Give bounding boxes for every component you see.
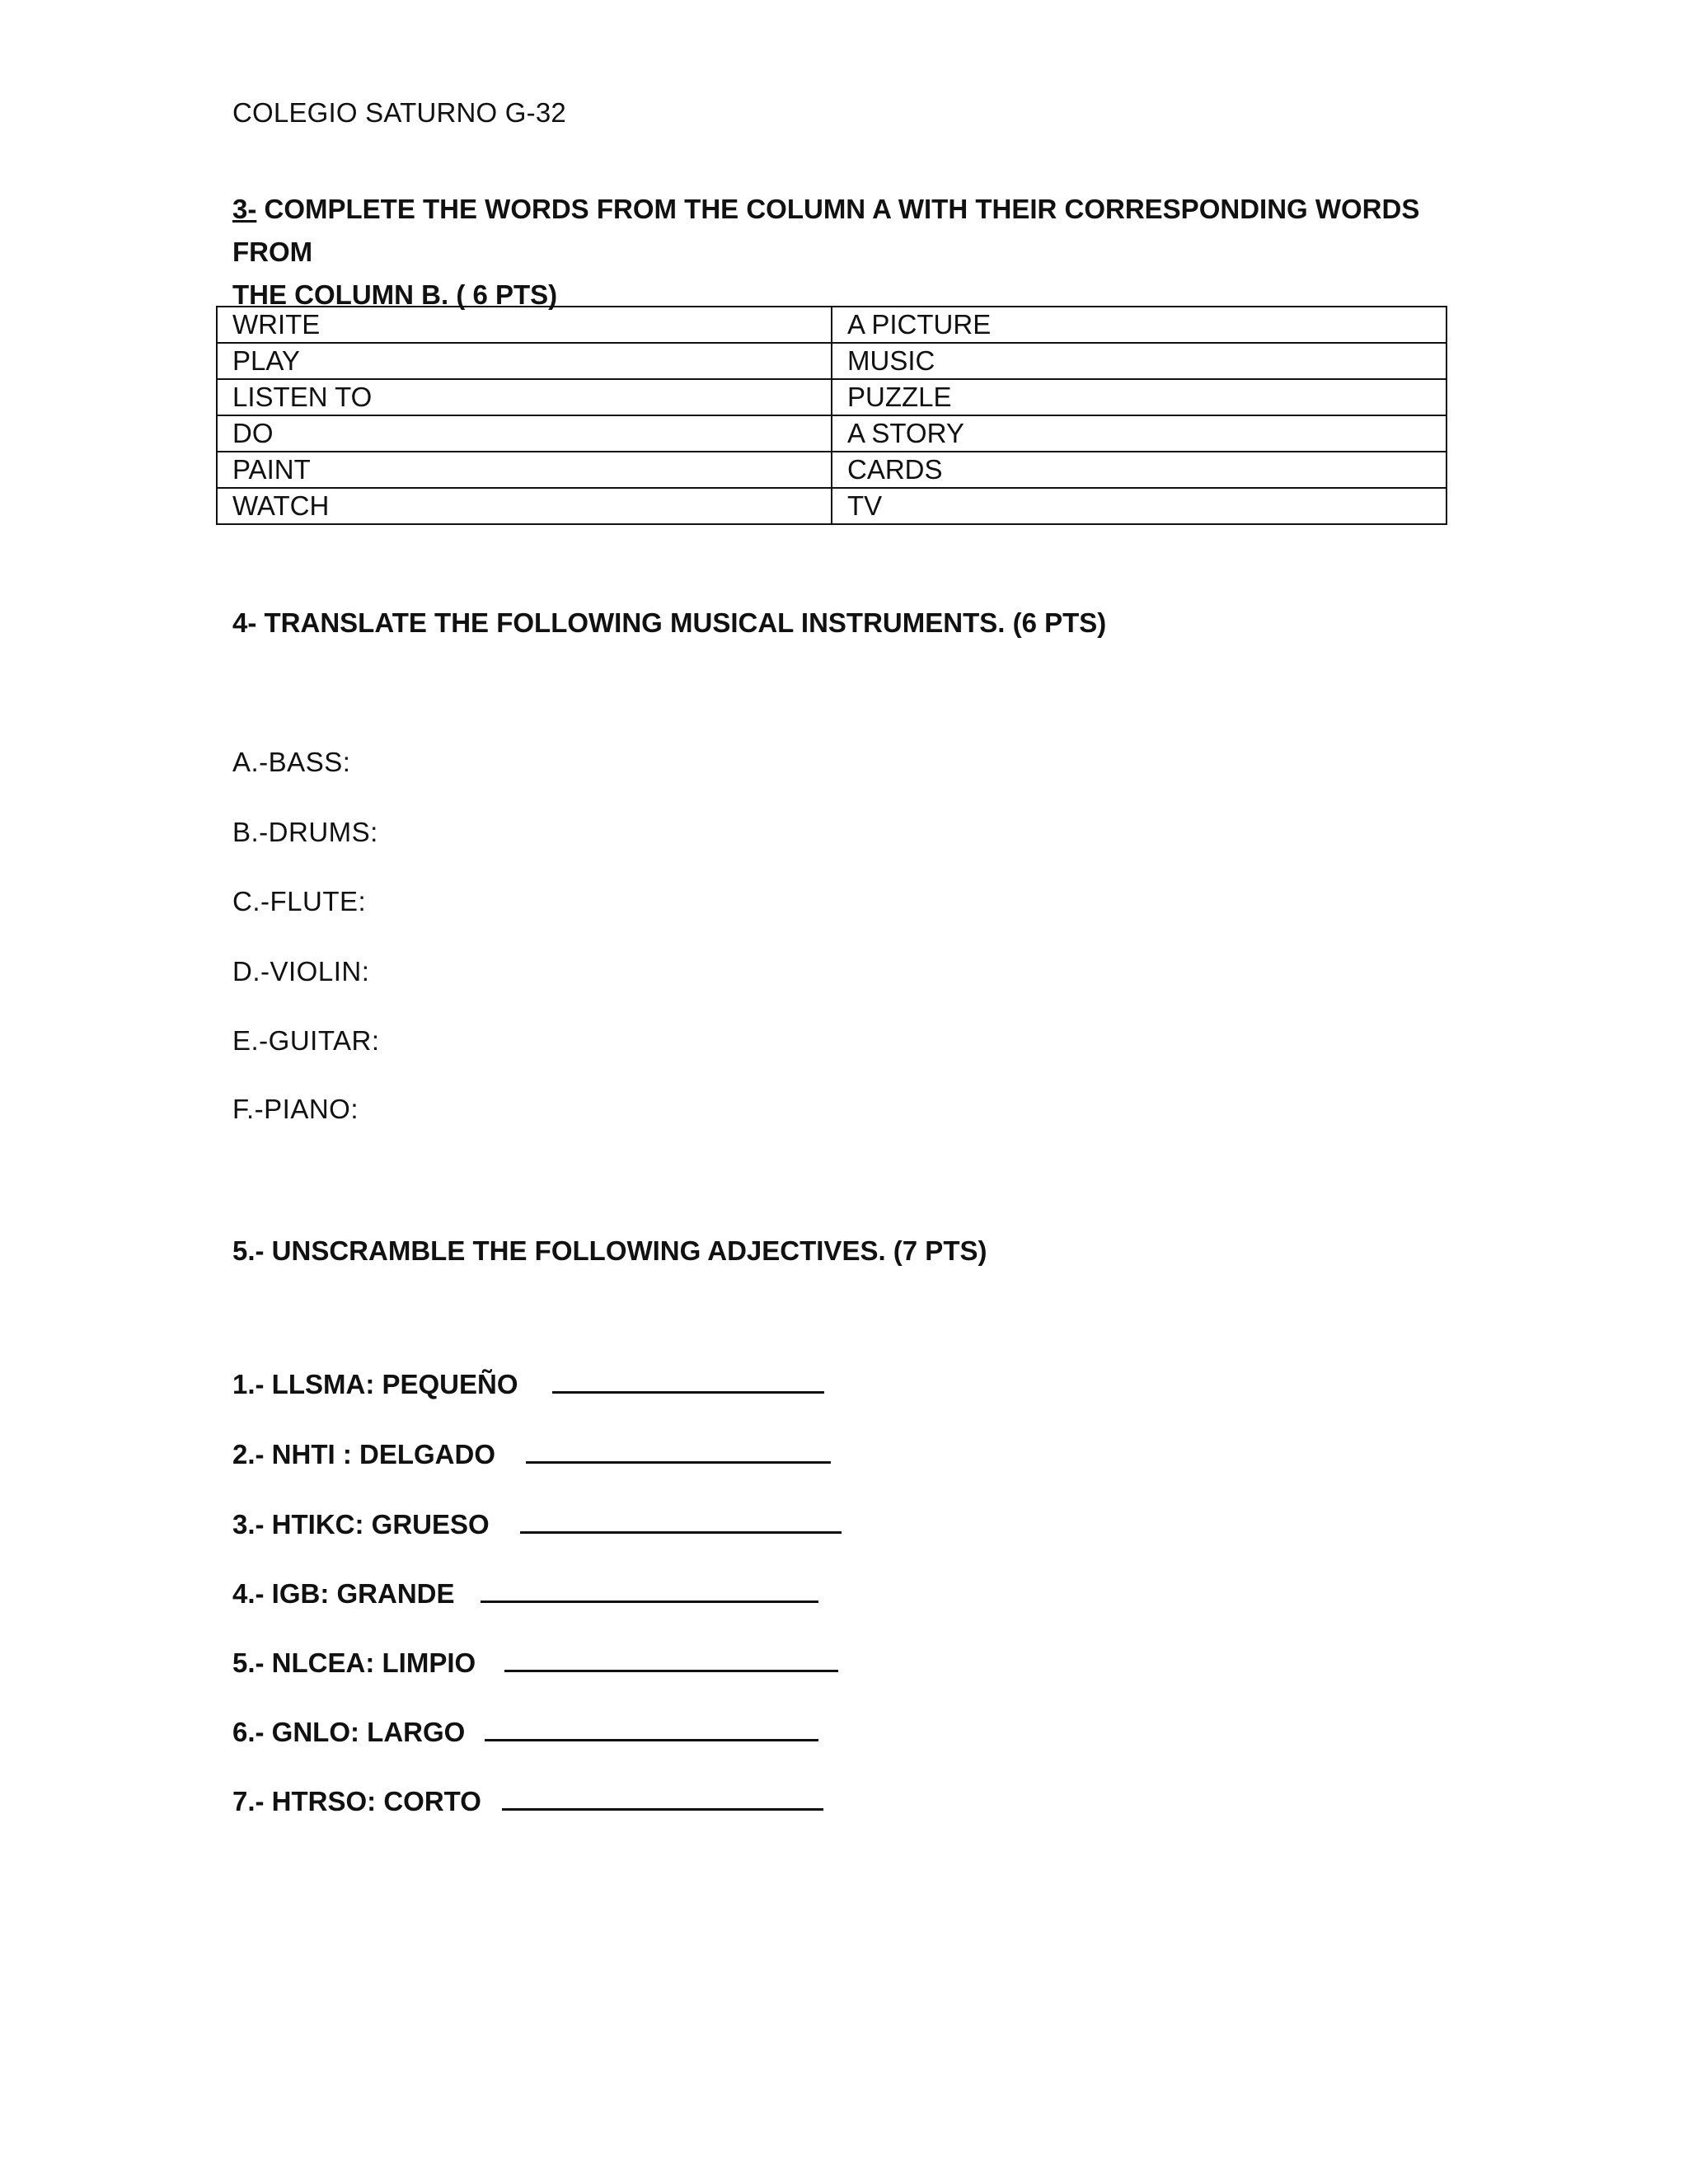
column-a-cell: DO xyxy=(217,415,832,452)
table-row xyxy=(217,452,1447,488)
adjective-prompt: 7.- HTRSO: CORTO xyxy=(232,1786,481,1816)
instrument-item: F.-PIANO: xyxy=(232,1094,359,1124)
answer-blank[interactable] xyxy=(526,1438,831,1464)
answer-blank[interactable] xyxy=(520,1508,842,1534)
column-b-cell: A STORY xyxy=(832,415,1447,452)
answer-blank[interactable] xyxy=(552,1368,824,1394)
instrument-item: A.-BASS: xyxy=(232,747,351,777)
column-b-cell: A PICTURE xyxy=(832,307,1447,343)
table-row xyxy=(217,343,1447,379)
adjective-prompt: 1.- LLSMA: PEQUEÑO xyxy=(232,1369,518,1399)
instrument-item: E.-GUITAR: xyxy=(232,1025,380,1056)
column-a-cell: PLAY xyxy=(217,343,832,379)
column-b-cell: CARDS xyxy=(832,452,1447,488)
adjective-prompt: 5.- NLCEA: LIMPIO xyxy=(232,1647,476,1678)
column-a-cell: LISTEN TO xyxy=(217,379,832,415)
adjective-item xyxy=(232,1368,824,1400)
matching-table xyxy=(216,306,1447,525)
answer-blank[interactable] xyxy=(504,1647,838,1672)
answer-blank[interactable] xyxy=(502,1785,823,1811)
section-5-title: 5.- UNSCRAMBLE THE FOLLOWING ADJECTIVES. (7 PTS) xyxy=(232,1235,987,1266)
adjective-prompt: 3.- HTIKC: GRUESO xyxy=(232,1509,490,1540)
section-3-number: 3- xyxy=(232,194,257,224)
column-b-cell: TV xyxy=(832,488,1447,524)
column-a-cell: PAINT xyxy=(217,452,832,488)
adjective-item xyxy=(232,1438,831,1470)
instrument-item: B.-DRUMS: xyxy=(232,817,378,847)
section-4-title: 4- TRANSLATE THE FOLLOWING MUSICAL INSTRUMENTS. (6 PTS) xyxy=(232,607,1107,638)
adjective-prompt: 4.- IGB: GRANDE xyxy=(232,1578,455,1609)
adjective-item xyxy=(232,1716,818,1748)
column-a-cell: WRITE xyxy=(217,307,832,343)
instrument-item: C.-FLUTE: xyxy=(232,886,367,916)
column-a-cell: WATCH xyxy=(217,488,832,524)
answer-blank[interactable] xyxy=(485,1716,818,1741)
table-row xyxy=(217,379,1447,415)
adjective-prompt: 6.- GNLO: LARGO xyxy=(232,1717,466,1747)
adjective-item xyxy=(232,1508,842,1540)
answer-blank[interactable] xyxy=(481,1577,818,1603)
instrument-item: D.-VIOLIN: xyxy=(232,956,370,987)
adjective-item xyxy=(232,1647,838,1679)
column-b-cell: PUZZLE xyxy=(832,379,1447,415)
school-header: COLEGIO SATURNO G-32 xyxy=(232,97,566,128)
table-row xyxy=(217,488,1447,524)
column-b-cell: MUSIC xyxy=(832,343,1447,379)
section-3-title-line2: THE COLUMN B. ( 6 PTS) xyxy=(232,279,558,310)
table-row xyxy=(217,307,1447,343)
table-row xyxy=(217,415,1447,452)
section-3-title xyxy=(232,188,1452,316)
adjective-item xyxy=(232,1785,823,1817)
adjective-prompt: 2.- NHTI : DELGADO xyxy=(232,1439,495,1469)
section-3-title-line1: COMPLETE THE WORDS FROM THE COLUMN A WITH THEIR CORRESPONDING WORDS FROM xyxy=(232,194,1420,267)
adjective-item xyxy=(232,1577,818,1610)
